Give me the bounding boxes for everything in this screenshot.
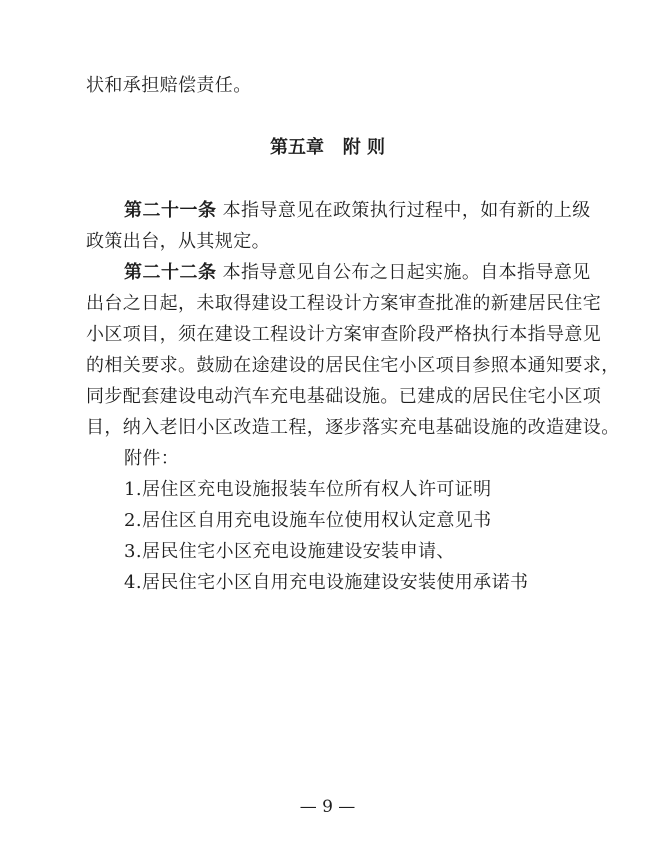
chapter-title: 第五章 附 则	[269, 137, 386, 158]
article-22-text-1: 本指导意见自公布之日起实施。自本指导意见	[216, 262, 591, 283]
page-number: — 9 —	[299, 797, 356, 817]
article-22-line-2: 出台之日起，未取得建设工程设计方案审查批准的新建居民住宅	[86, 293, 602, 314]
continuation-line: 状和承担赔偿责任。	[86, 75, 252, 96]
article-22-label: 第二十二条	[124, 262, 217, 283]
attachment-item: 1.居住区充电设施报装车位所有权人许可证明	[124, 479, 492, 500]
article-22-line-5: 同步配套建设电动汽车充电基础设施。已建成的居民住宅小区项	[86, 386, 602, 407]
article-22-line-1	[124, 261, 591, 285]
attachments-heading: 附件：	[124, 448, 180, 469]
article-21-label: 第二十一条	[124, 200, 217, 221]
article-21-line-1	[124, 199, 591, 223]
attachment-item: 2.居住区自用充电设施车位使用权认定意见书	[124, 510, 492, 531]
article-21-text-1: 本指导意见在政策执行过程中，如有新的上级	[216, 200, 591, 221]
article-22-line-3: 小区项目，须在建设工程设计方案审查阶段严格执行本指导意见	[86, 324, 602, 345]
attachment-item: 3.居民住宅小区充电设施建设安装申请、	[124, 541, 455, 562]
article-22-line-6: 目，纳入老旧小区改造工程，逐步落实充电基础设施的改造建设。	[86, 417, 620, 438]
article-22-line-4: 的相关要求。鼓励在途建设的居民住宅小区项目参照本通知要求，	[86, 355, 620, 376]
attachment-item: 4.居民住宅小区自用充电设施建设安装使用承诺书	[124, 572, 529, 593]
article-21-line-2: 政策出台，从其规定。	[86, 231, 270, 252]
